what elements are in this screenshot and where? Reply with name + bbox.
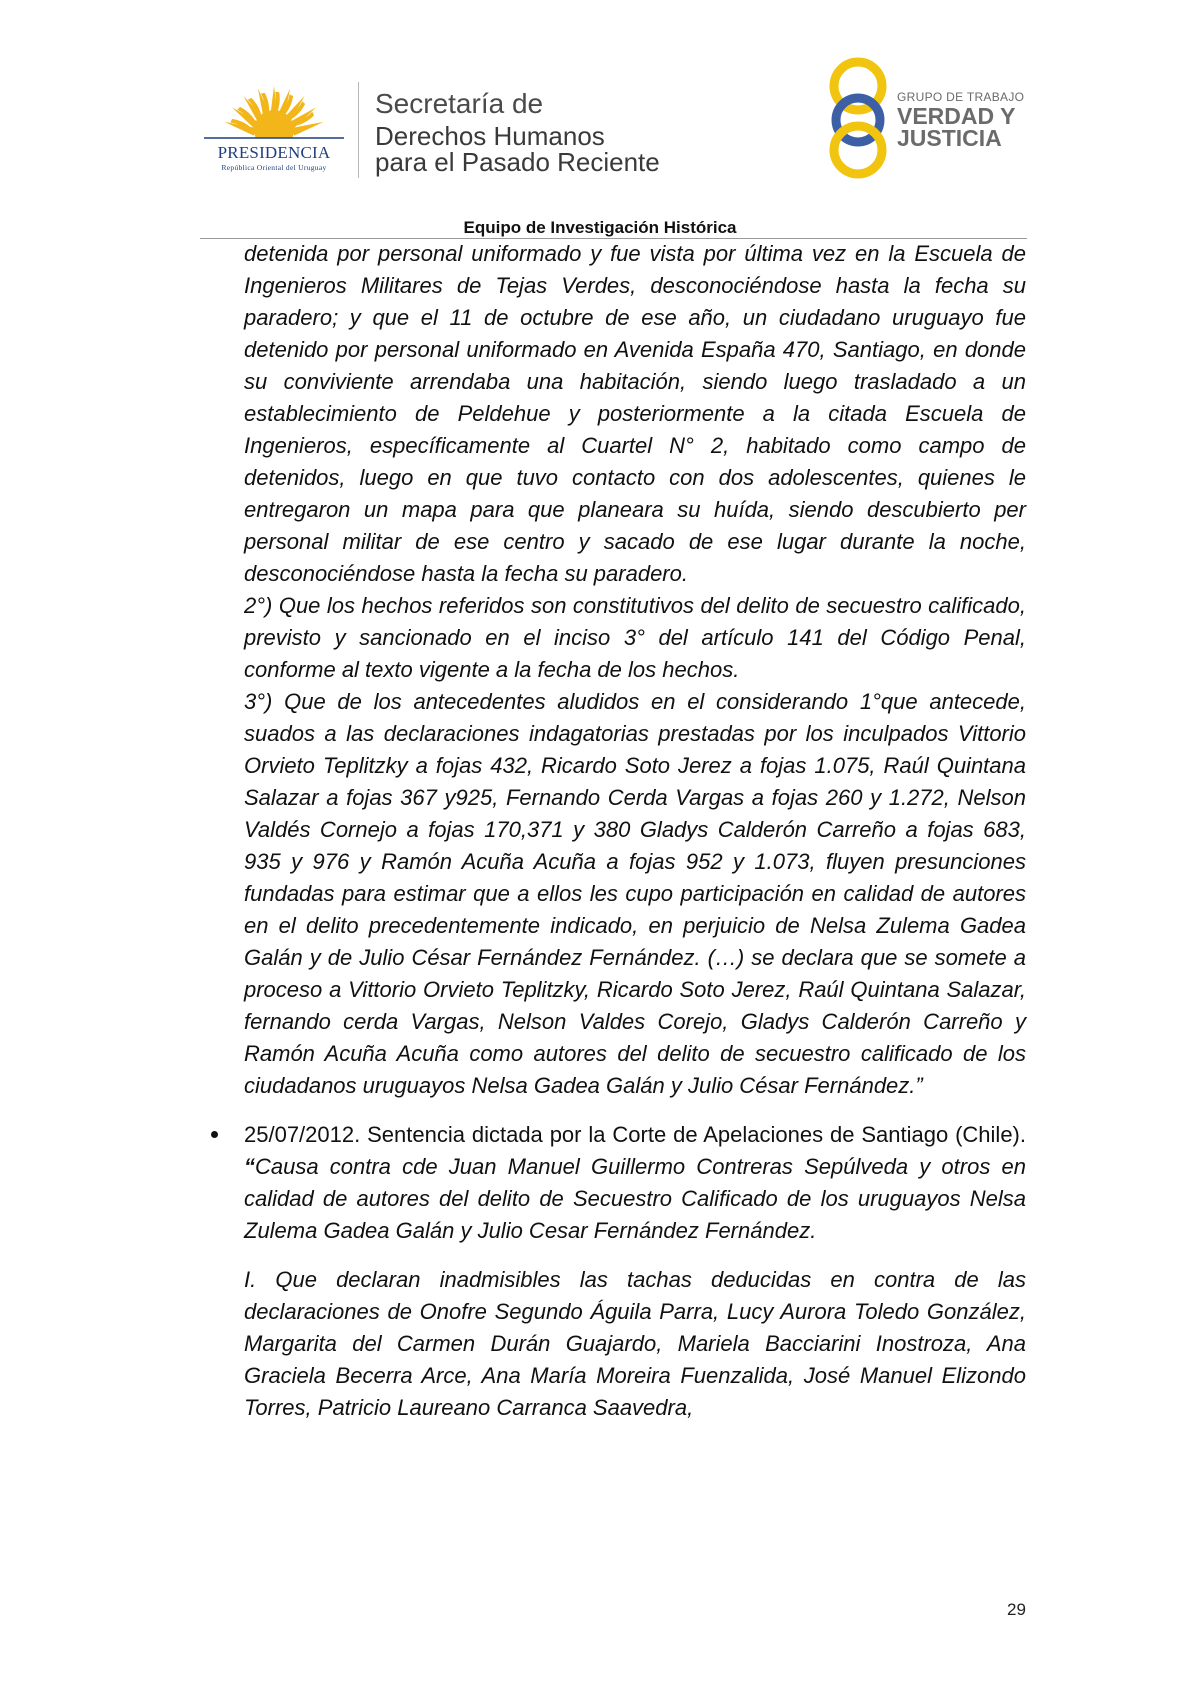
secretaria-title-line2: Derechos Humanos (375, 121, 605, 151)
bullet-paragraph (244, 1119, 1026, 1247)
secretaria-title-line3: para el Pasado Reciente (375, 147, 660, 177)
gtvj-title-line1: VERDAD Y (897, 103, 1016, 129)
page-number: 29 (1007, 1600, 1026, 1619)
presidencia-subtitle: República Oriental del Uruguay (221, 163, 327, 172)
page-header (0, 0, 1190, 237)
bullet-date-text: 25/07/2012. Sentencia dictada por la Corte de Apelaciones de Santiago (Chile). (244, 1122, 1026, 1147)
paragraph-2: 2°) Que los hechos referidos son constitutivos del delito de secuestro calificado, previsto y sancionado en el inciso 3° del artículo 141 del Código Penal, conforme al texto vigente a la fecha de los hechos. (244, 593, 1026, 682)
bullet-icon (211, 1131, 218, 1138)
secretaria-title-line1: Secretaría de (375, 88, 544, 119)
paragraph-3: 3°) Que de los antecedentes aludidos en el considerando 1°que antecede, suados a las declaraciones indagatorias prestadas por los inculpados Vittorio Orvieto Teplitzky a fojas 432, Ricardo Soto Jerez a fojas 1.075, Raúl Quintana Salazar a fojas 367 y925, Fernando Cerda Vargas a fojas 260 y 1.272, Nelson Valdés Cornejo a fojas 170,371 y 380 Gladys Calderón Carreño a fojas 683, 935 y 976 y Ramón Acuña Acuña a fojas 952 y 1.073, fluyen presunciones fundadas para estimar que a ellos les cupo participación en calidad de autores en el delito precedentemente indicado, en perjuicio de Nelsa Zulema Gadea Galán y de Julio César Fernández Fernández. (…) se declara que se somete a proceso a Vittorio Orvieto Teplitzky, Ricardo Soto Jerez, Raúl Quintana Salazar, fernando cerda Vargas, Nelson Valdes Corejo, Gladys Calderón Carreño y Ramón Acuña Acuña como autores del delito de secuestro calificado de los ciudadanos uruguayos Nelsa Gadea Galán y Julio César Fernández.” (244, 689, 1026, 1098)
bullet-italic-text: Causa contra cde Juan Manuel Guillermo Contreras Sepúlveda y otros en calidad de autores del delito de Secuestro Calificado de los uruguayos Nelsa Zulema Gadea Galán y Julio Cesar Fernández Fernández. (244, 1154, 1026, 1243)
paragraph-1: detenida por personal uniformado y fue vista por última vez en la Escuela de Ingenieros Militares de Tejas Verdes, desconociéndose hasta la fecha su paradero; y que el 11 de octubre de ese año, un ciudadano uruguayo fue detenido por personal uniformado en Avenida España 470, Santiago, en donde su conviviente arrendaba una habitación, siendo luego trasladado a un establecimiento de Peldehue y posteriormente a la citada Escuela de Ingenieros, específicamente al Cuartel N° 2, habitado como campo de detenidos, luego en que tuvo contacto con dos adolescentes, quienes le entregaron un mapa para que planeara su huída, siendo descubierto per personal militar de ese centro y sacado de ese lugar durante la noche, desconociéndose hasta la fecha su paradero. (244, 241, 1026, 586)
team-heading: Equipo de Investigación Histórica (463, 218, 737, 237)
list-item (244, 1119, 1026, 1247)
paragraph-5: I. Que declaran inadmisibles las tachas deducidas en contra de las declaraciones de Onofre Segundo Águila Parra, Lucy Aurora Toledo González, Margarita del Carmen Durán Guajardo, Mariela Bacciarini Inostroza, Ana Graciela Becerra Arce, Ana María Moreira Fuenzalida, José Manuel Elizondo Torres, Patricio Laureano Carranca Saavedra, (244, 1267, 1026, 1420)
presidencia-label: PRESIDENCIA (217, 143, 331, 162)
gtvj-title-line2: JUSTICIA (897, 125, 1002, 151)
gtvj-group-label: GRUPO DE TRABAJO (897, 90, 1025, 104)
open-quote: “ (244, 1154, 255, 1179)
document-body (244, 238, 1026, 1424)
header-divider (358, 82, 359, 178)
